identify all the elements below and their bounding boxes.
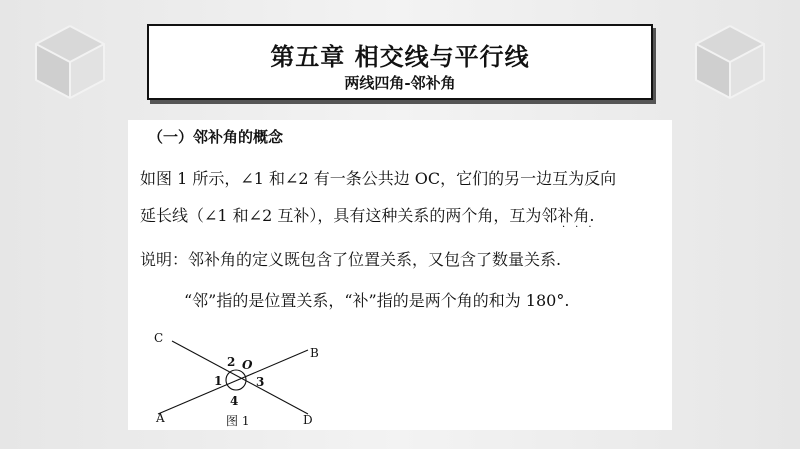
angle-3-label: 3 [256,375,265,389]
cube-decoration-icon [692,24,768,100]
definition-line-1: 如图 1 所示，∠1 和∠2 有一条公共边 OC，它们的另一边互为反向 [140,169,617,188]
section-heading: （一）邻补角的概念 [148,128,284,146]
angle-arc [226,370,246,390]
definition-line-2: 延长线（∠1 和∠2 互补），具有这种关系的两个角，互为邻补角. [140,206,595,225]
point-o-label: O [242,358,253,372]
point-d-label: D [303,413,313,427]
title-box [147,24,653,100]
figure-caption: 图 1 [226,414,250,428]
point-c-label: C [154,331,164,345]
point-b-label: B [310,346,319,360]
line-c-to-d [172,341,308,414]
page-subtitle: 两线四角-邻补角 [344,74,456,92]
emphasis-dots: ··· [562,222,602,233]
explanation-note: 说明：邻补角的定义既包含了位置关系，又包含了数量关系. [140,250,562,269]
angle-4-label: 4 [230,394,239,408]
content-panel [128,120,672,430]
cube-decoration-icon [32,24,108,100]
page-title: 第五章 相交线与平行线 [270,42,530,71]
point-a-label: A [156,411,165,425]
figure-1-diagram [128,120,672,430]
angle-1-label: 1 [214,374,223,388]
explanation-quote: “邻”指的是位置关系，“补”指的是两个角的和为 180°. [184,291,570,310]
angle-2-label: 2 [227,355,236,369]
